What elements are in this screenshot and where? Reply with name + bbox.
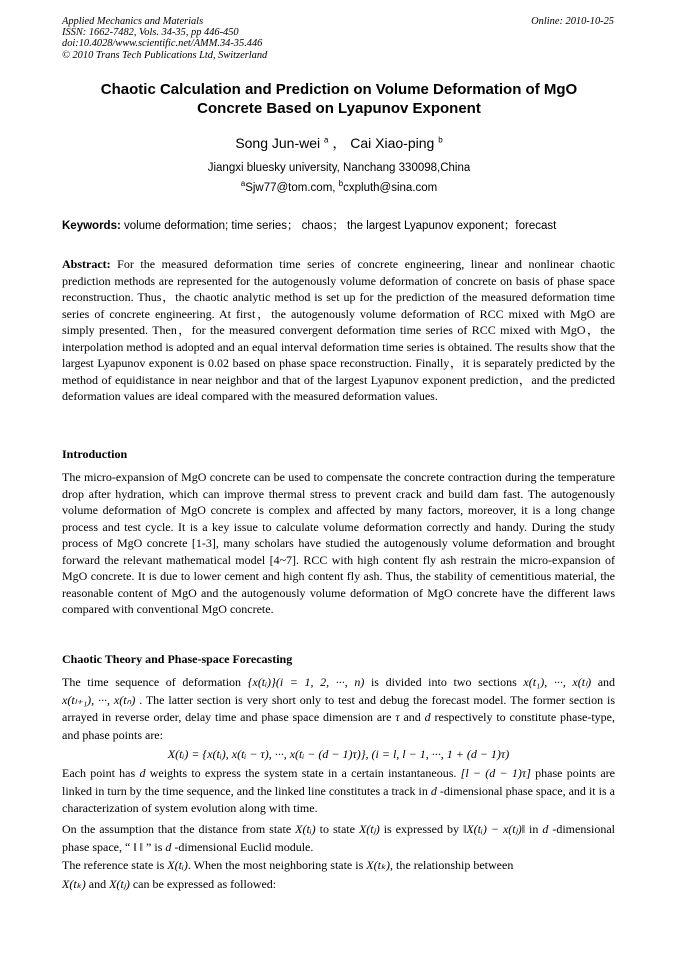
text-run: -dimensional Euclid module. xyxy=(171,840,314,854)
phase-point-equation: X(tᵢ) = {x(tᵢ), x(tᵢ − τ), ···, x(tᵢ − (d − 1)τ)}, (i = l, l − 1, ···, 1 + (d − 1)τ) xyxy=(167,747,510,761)
section-paragraph-1 xyxy=(62,674,615,744)
journal-doi: doi:10.4028/www.scientific.net/AMM.34-35.446 xyxy=(62,38,263,50)
introduction-text: The micro-expansion of MgO concrete can be used to compensate the concrete contraction during the temperature drop after hydration, which can improve thermal stress to prevent crack and build dam fast. The autogenously volume deformation of MgO concrete is complex and affected by many factors, moreover, it is a long change process and test cycle. It is a key issue to calculate volume deformation correctly and handy. During the study process of MgO concrete [1-3], many scholars have studied the autogenously volume deformation and brought forward the relevant mathematical model [4~7]. RCC with high content fly ash restrain the micro-expansion of MgO concrete. It is due to lower cement and high content fly ash. Thus, the stability of cementitious material, the reasonable content of MgO and the autogenously volume deformation of MgO concrete have the different laws compared with conventional MgO concrete. xyxy=(62,470,615,616)
author-2: Cai Xiao-ping xyxy=(350,135,435,151)
author-2-mark: b xyxy=(438,135,443,145)
abstract-text: For the measured deformation time series of concrete engineering, linear and nonlinear chaotic prediction methods are represented for the autogenously volume deformation of concrete on basis of phase space reconstruction. Thus，the chaotic analytic method is set up for the prediction of the measured deformation time series of concrete engineering. At first，the autogenously volume deformation of RCC mixed with MgO are simply presented. Then，for the measured convergent deformation time series of RCC mixed with MgO，the interpolation method is adopted and an equal interval deformation time series is obtained. The results show that the largest Lyapunov exponent is 0.02 based on phase space reconstruction. Finally，it is separately predicted by the method of equidistance in near neighbor and that of the largest Lyapunov exponent prediction，and the predicted deformation values are ideal compared with the measured deformation values. xyxy=(62,257,615,403)
text-run: , the relationship between xyxy=(390,858,514,872)
text-run: . When the most neighboring state is xyxy=(187,858,367,872)
math-d: d xyxy=(542,822,549,836)
text-run: respectively to constitute phase-type, and phase points are: xyxy=(62,710,615,742)
text-run: . The latter section is very short only to test and debug the forecast model. The former section is arrayed in reverse order, delay time and phase space dimension are xyxy=(62,692,615,724)
title-line-2: Concrete Based on Lyapunov Exponent xyxy=(197,100,481,117)
title-line-1: Chaotic Calculation and Prediction on Volume Deformation of MgO xyxy=(100,81,578,98)
author-emails xyxy=(62,181,616,195)
section-paragraph-3 xyxy=(62,820,615,856)
section-paragraph-2 xyxy=(62,765,615,818)
author-list xyxy=(62,134,616,152)
introduction-heading: Introduction xyxy=(62,447,128,461)
math-first-section: x(t₁), ···, x(tₗ) xyxy=(523,675,592,689)
text-run: to state xyxy=(315,822,359,836)
math-phase-count: [l − (d − 1)τ] xyxy=(460,766,531,780)
journal-issn: ISSN: 1662-7482, Vols. 34-35, pp 446-450 xyxy=(62,27,239,39)
text-run: The reference state is xyxy=(62,858,168,872)
text-run: The time sequence of deformation xyxy=(62,675,248,689)
text-run: and xyxy=(399,710,425,724)
email-a-mark: a xyxy=(240,179,246,189)
math-neighbor-state: X(tₖ) xyxy=(366,858,391,872)
author-1-mark: a xyxy=(324,135,329,145)
text-run: can be expressed as followed: xyxy=(129,877,277,891)
keywords-label: Keywords: xyxy=(62,220,121,232)
text-run: phase points are linked in turn by the time sequence, and the linked line constitutes a track in xyxy=(62,766,616,798)
text-run: weights to express the system state in a certain instantaneous. xyxy=(145,766,461,780)
math-reference-state: X(tᵢ) xyxy=(167,858,188,872)
math-d: d xyxy=(424,710,431,724)
keywords xyxy=(62,219,616,233)
abstract-label: Abstract: xyxy=(62,257,111,271)
email-b: cxpluth@sina.com xyxy=(343,182,438,194)
keywords-text: volume deformation; time series； chaos； the largest Lyapunov exponent；forecast xyxy=(120,220,557,232)
email-b-mark: b xyxy=(338,179,344,189)
math-second-section: x(tₗ₊₁), ···, x(tₙ) xyxy=(62,692,136,707)
journal-header xyxy=(62,16,267,61)
math-d: d xyxy=(139,766,146,780)
text-run: and xyxy=(591,675,616,689)
text-run: -dimensional phase space, and it is a characterization of system evolution along with time. xyxy=(62,783,615,815)
math-state-j: X(tⱼ) xyxy=(358,822,380,836)
math-d: d xyxy=(165,840,172,854)
math-sequence: {x(tᵢ)}(i = 1, 2, ···, n) xyxy=(247,675,365,689)
journal-name: Applied Mechanics and Materials xyxy=(62,16,204,27)
section-paragraph-4 xyxy=(62,856,615,894)
text-run: in xyxy=(525,822,543,836)
text-run: and xyxy=(85,877,110,891)
math-d: d xyxy=(430,783,437,798)
text-run: Each point has xyxy=(62,766,140,780)
math-state-j: X(tⱼ) xyxy=(109,877,130,891)
abstract xyxy=(62,256,615,405)
text-run: is expressed by xyxy=(379,822,459,836)
paper-title xyxy=(62,80,616,118)
online-date: Online: 2010-10-25 xyxy=(531,16,614,27)
math-neighbor-state: X(tₖ) xyxy=(62,877,86,891)
text-run: On the assumption that the distance from state xyxy=(62,822,296,836)
text-run: -dimensional phase space, “ ‖ ‖ ” is xyxy=(62,822,616,854)
text-run: is divided into two sections xyxy=(364,675,517,689)
email-a: Sjw77@tom.com, xyxy=(245,182,339,194)
math-tau: τ xyxy=(395,710,400,724)
journal-copyright: © 2010 Trans Tech Publications Ltd, Switzerland xyxy=(62,49,268,61)
math-state-i: X(tᵢ) xyxy=(295,822,316,836)
section-heading: Chaotic Theory and Phase-space Forecasting xyxy=(62,652,293,666)
author-separator: ， xyxy=(332,135,347,151)
affiliation: Jiangxi bluesky university, Nanchang 330098,China xyxy=(207,162,471,174)
math-distance: ‖X(tᵢ) − x(tⱼ)‖ xyxy=(462,822,526,836)
author-1: Song Jun-wei xyxy=(235,135,321,151)
